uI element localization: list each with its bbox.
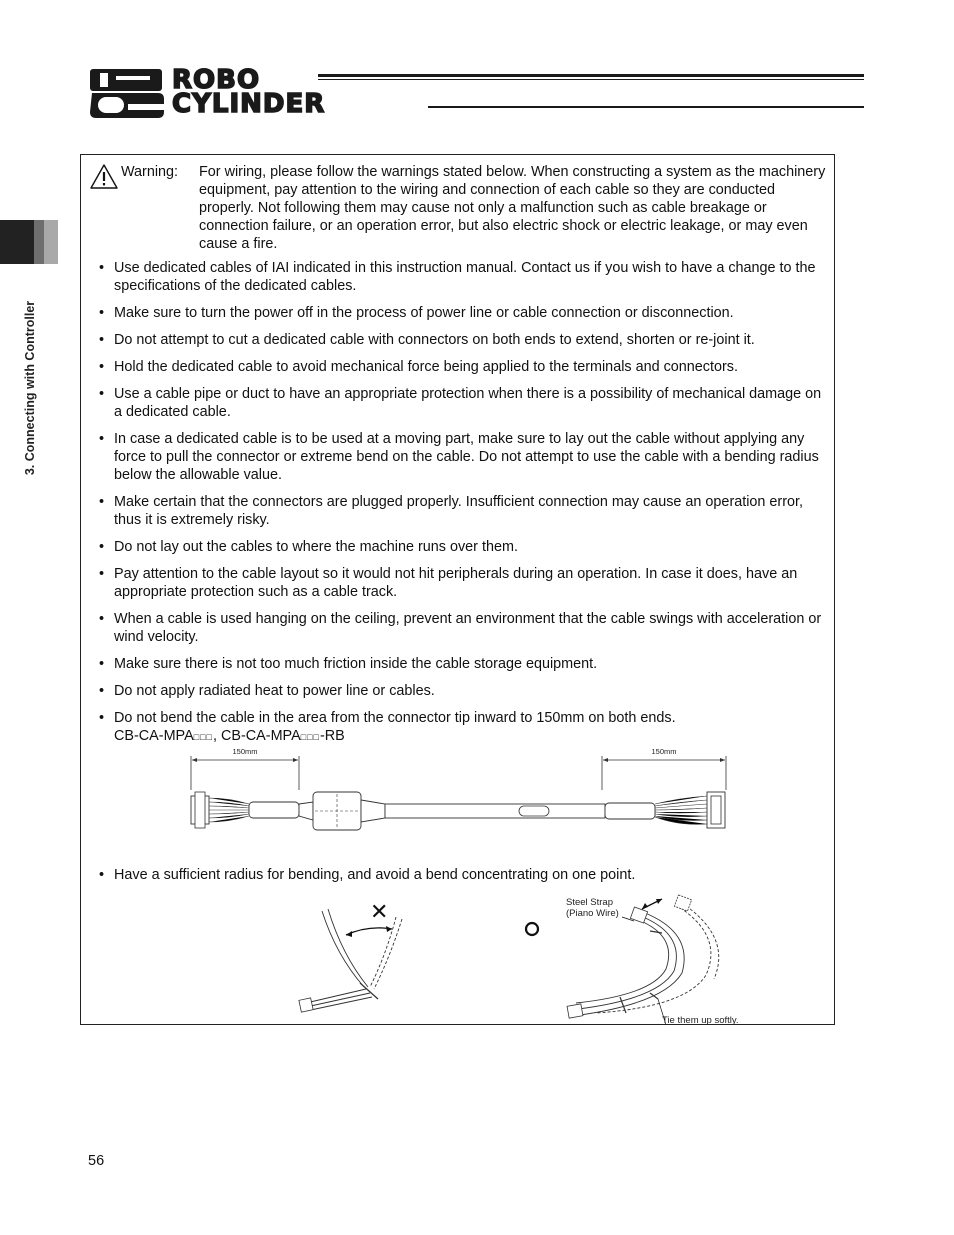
dim-label-right: 150mm <box>651 747 677 756</box>
list-item: • In case a dedicated cable is to be used at a moving part, make sure to lay out the cable without applying any force to pull the connector or extreme bend on the cable. Do not attempt to use the cable with a bending radius below the allowable value. <box>99 430 831 484</box>
list-item: • Pay attention to the cable layout so it would not hit peripherals during an operation. In case it does, have an appropriate protection such as a cable track. <box>99 565 831 601</box>
cable-marker <box>519 806 549 816</box>
chapter-tab <box>0 220 58 264</box>
warning-box <box>80 154 835 1025</box>
cable-model-text: CB-CA-MPA□□□, CB-CA-MPA□□□-RB <box>114 728 345 744</box>
header-rule-lower <box>428 106 864 108</box>
cable-body <box>385 804 605 818</box>
list-item: • When a cable is used hanging on the ceiling, prevent an environment that the cable swings with acceleration or wind velocity. <box>99 610 831 646</box>
left-wires <box>209 798 249 822</box>
steel-strap-label-2: (Piano Wire) <box>566 908 619 919</box>
list-item: • Do not attempt to cut a dedicated cable with connectors on both ends to extend, shorten or re-joint it. <box>99 331 831 349</box>
logo-line-robo: ROBO <box>172 65 261 95</box>
dim-label-left: 150mm <box>232 747 258 756</box>
warning-triangle-icon <box>89 163 119 191</box>
page-number: 56 <box>88 1153 105 1169</box>
list-item: • Hold the dedicated cable to avoid mechanical force being applied to the terminals and connectors. <box>99 358 831 376</box>
header-rule <box>318 74 864 77</box>
cable-diagram <box>189 747 729 832</box>
bent-cable-good <box>576 903 719 1015</box>
list-item: • Make sure there is not too much friction inside the cable storage equipment. <box>99 655 831 673</box>
rc-logo-mark-icon <box>88 66 164 118</box>
list-item: • Use a cable pipe or duct to have an appropriate protection when there is a possibility of mechanical damage on a dedicated cable. <box>99 385 831 421</box>
right-wires <box>655 796 707 824</box>
steel-strap-label: Steel Strap <box>566 897 613 908</box>
list-item: • Do not apply radiated heat to power line or cables. <box>99 682 831 700</box>
list-item: • Make certain that the connectors are plugged properly. Insufficient connection may cause an operation error, thus it is extremely risky. <box>99 493 831 529</box>
bend-arrow <box>346 928 392 935</box>
list-item: • Use dedicated cables of IAI indicated in this instruction manual. Contact us if you wish to have a change to the specifications of the dedicated cables. <box>99 259 831 295</box>
logo-wordmark <box>172 65 326 119</box>
bad-mark: ✕ <box>370 900 389 925</box>
bend-diagram <box>286 895 739 1026</box>
warning-label: Warning: <box>121 164 179 180</box>
list-item: • Have a sufficient radius for bending, and avoid a bend concentrating on one point. <box>99 866 831 884</box>
header-rule-thin <box>318 79 864 80</box>
warning-text: For wiring, please follow the warnings stated below. When constructing a system as the machinery equipment, pay attention to the wiring and connection of each cable so they are conducted properly. Not following them may cause not only a malfunction such as cable breakage or connection failure, or an operation error, but also electric shock or electric leakage, or may even cause a fire. <box>199 164 826 252</box>
list-item: • Do not bend the cable in the area from the connector tip inward to 150mm on both ends. CB-CA-MPA□□□, CB-CA-MPA□□□-RB <box>99 709 831 746</box>
chapter-label: 3. Connecting with Controller <box>23 300 37 476</box>
list-item: • Do not lay out the cables to where the machine runs over them. <box>99 538 831 556</box>
tie-label: Tie them up softly. <box>662 1015 739 1026</box>
logo-line-cylinder: CYLINDER <box>172 89 326 119</box>
good-mark <box>526 923 538 935</box>
list-item: • Make sure to turn the power off in the process of power line or cable connection or disconnection. <box>99 304 831 322</box>
